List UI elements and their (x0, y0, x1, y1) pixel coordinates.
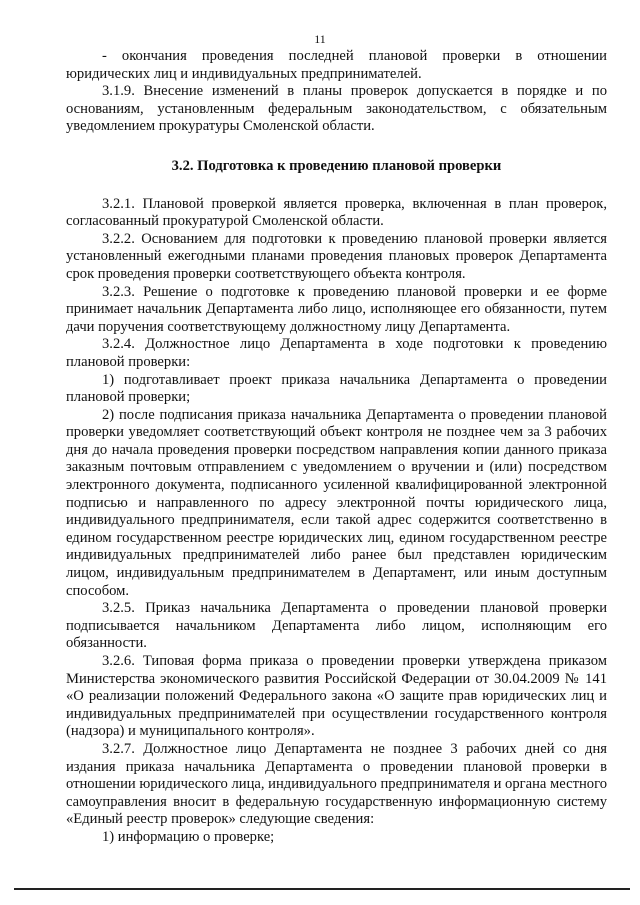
paragraph: 3.2.1. Плановой проверкой является проверка, включенная в план проверок, согласованный прокуратурой Смоленской области. (66, 195, 607, 230)
section-heading: 3.2. Подготовка к проведению плановой проверки (171, 157, 502, 174)
paragraph: 3.2.2. Основанием для подготовки к проведению плановой проверки является установленный ежегодными планами проведения плановых проверок Департамента срок проведения проверки соответствующего объекта контроля. (66, 230, 607, 282)
paragraph: 3.1.9. Внесение изменений в планы проверок допускается в порядке и по основаниям, установленным федеральным законодательством, с обязательным уведомлением прокуратуры Смоленской области. (66, 83, 607, 135)
list-item: 2) после подписания приказа начальника Департамента о проведении плановой проверки уведомляет соответствующий объект контроля не позднее чем за 3 рабочих дня до начала проведения проверки посредством направления копии данного приказа заказным почтовым отправлением с уведомлением о вручении и (или) посредством электронного документа, подписанного усиленной квалифицированной электронной подписью и направленного по адресу электронной почты юридического лица, индивидуального предпринимателя, если такой адрес содержится соответственно в едином государственном реестре юридических лиц, едином государственном реестре индивидуальных предпринимателей либо ранее был представлен юридическим лицом, индивидуальным предпринимателем в Департамент, или иным доступным способом. (66, 406, 607, 599)
paragraph: 3.2.5. Приказ начальника Департамента о проведении плановой проверки подписывается начальником Департамента либо лицом, исполняющим его обязанности. (66, 600, 607, 652)
list-item: 1) подготавливает проект приказа начальника Департамента о проведении плановой проверки; (66, 371, 607, 406)
paragraph: 3.2.6. Типовая форма приказа о проведении проверки утверждена приказом Министерства экономического развития Российской Федерации от 30.04.2009 № 141 «О реализации положений Федерального закона «О защите прав юридических лиц и индивидуальных предпринимателей при осуществлении государственного контроля (надзора) и муниципального контроля». (66, 653, 607, 740)
page-number: 11 (314, 32, 326, 46)
paragraph: 3.2.3. Решение о подготовке к проведению плановой проверки и ее форме принимает начальник Департамента либо лицо, исполняющее его обязанности, путем дачи поручения соответствующему должностному лицу Департамента. (66, 283, 607, 335)
paragraph: 3.2.7. Должностное лицо Департамента не позднее 3 рабочих дней со дня издания приказа начальника Департамента о проведении плановой проверки в отношении юридического лица, индивидуального предпринимателя и органа местного самоуправления вносит в федеральную государственную информационную систему «Единый реестр проверок» следующие сведения: (66, 740, 607, 828)
paragraph: 3.2.4. Должностное лицо Департамента в ходе подготовки к проведению плановой проверки: (66, 336, 607, 370)
document-body (66, 48, 607, 847)
list-item: 1) информацию о проверке; (102, 828, 275, 845)
paragraph: - окончания проведения последней плановой проверки в отношении юридических лиц и индивидуальных предпринимателей. (66, 48, 607, 82)
page-bottom-rule (14, 888, 630, 890)
